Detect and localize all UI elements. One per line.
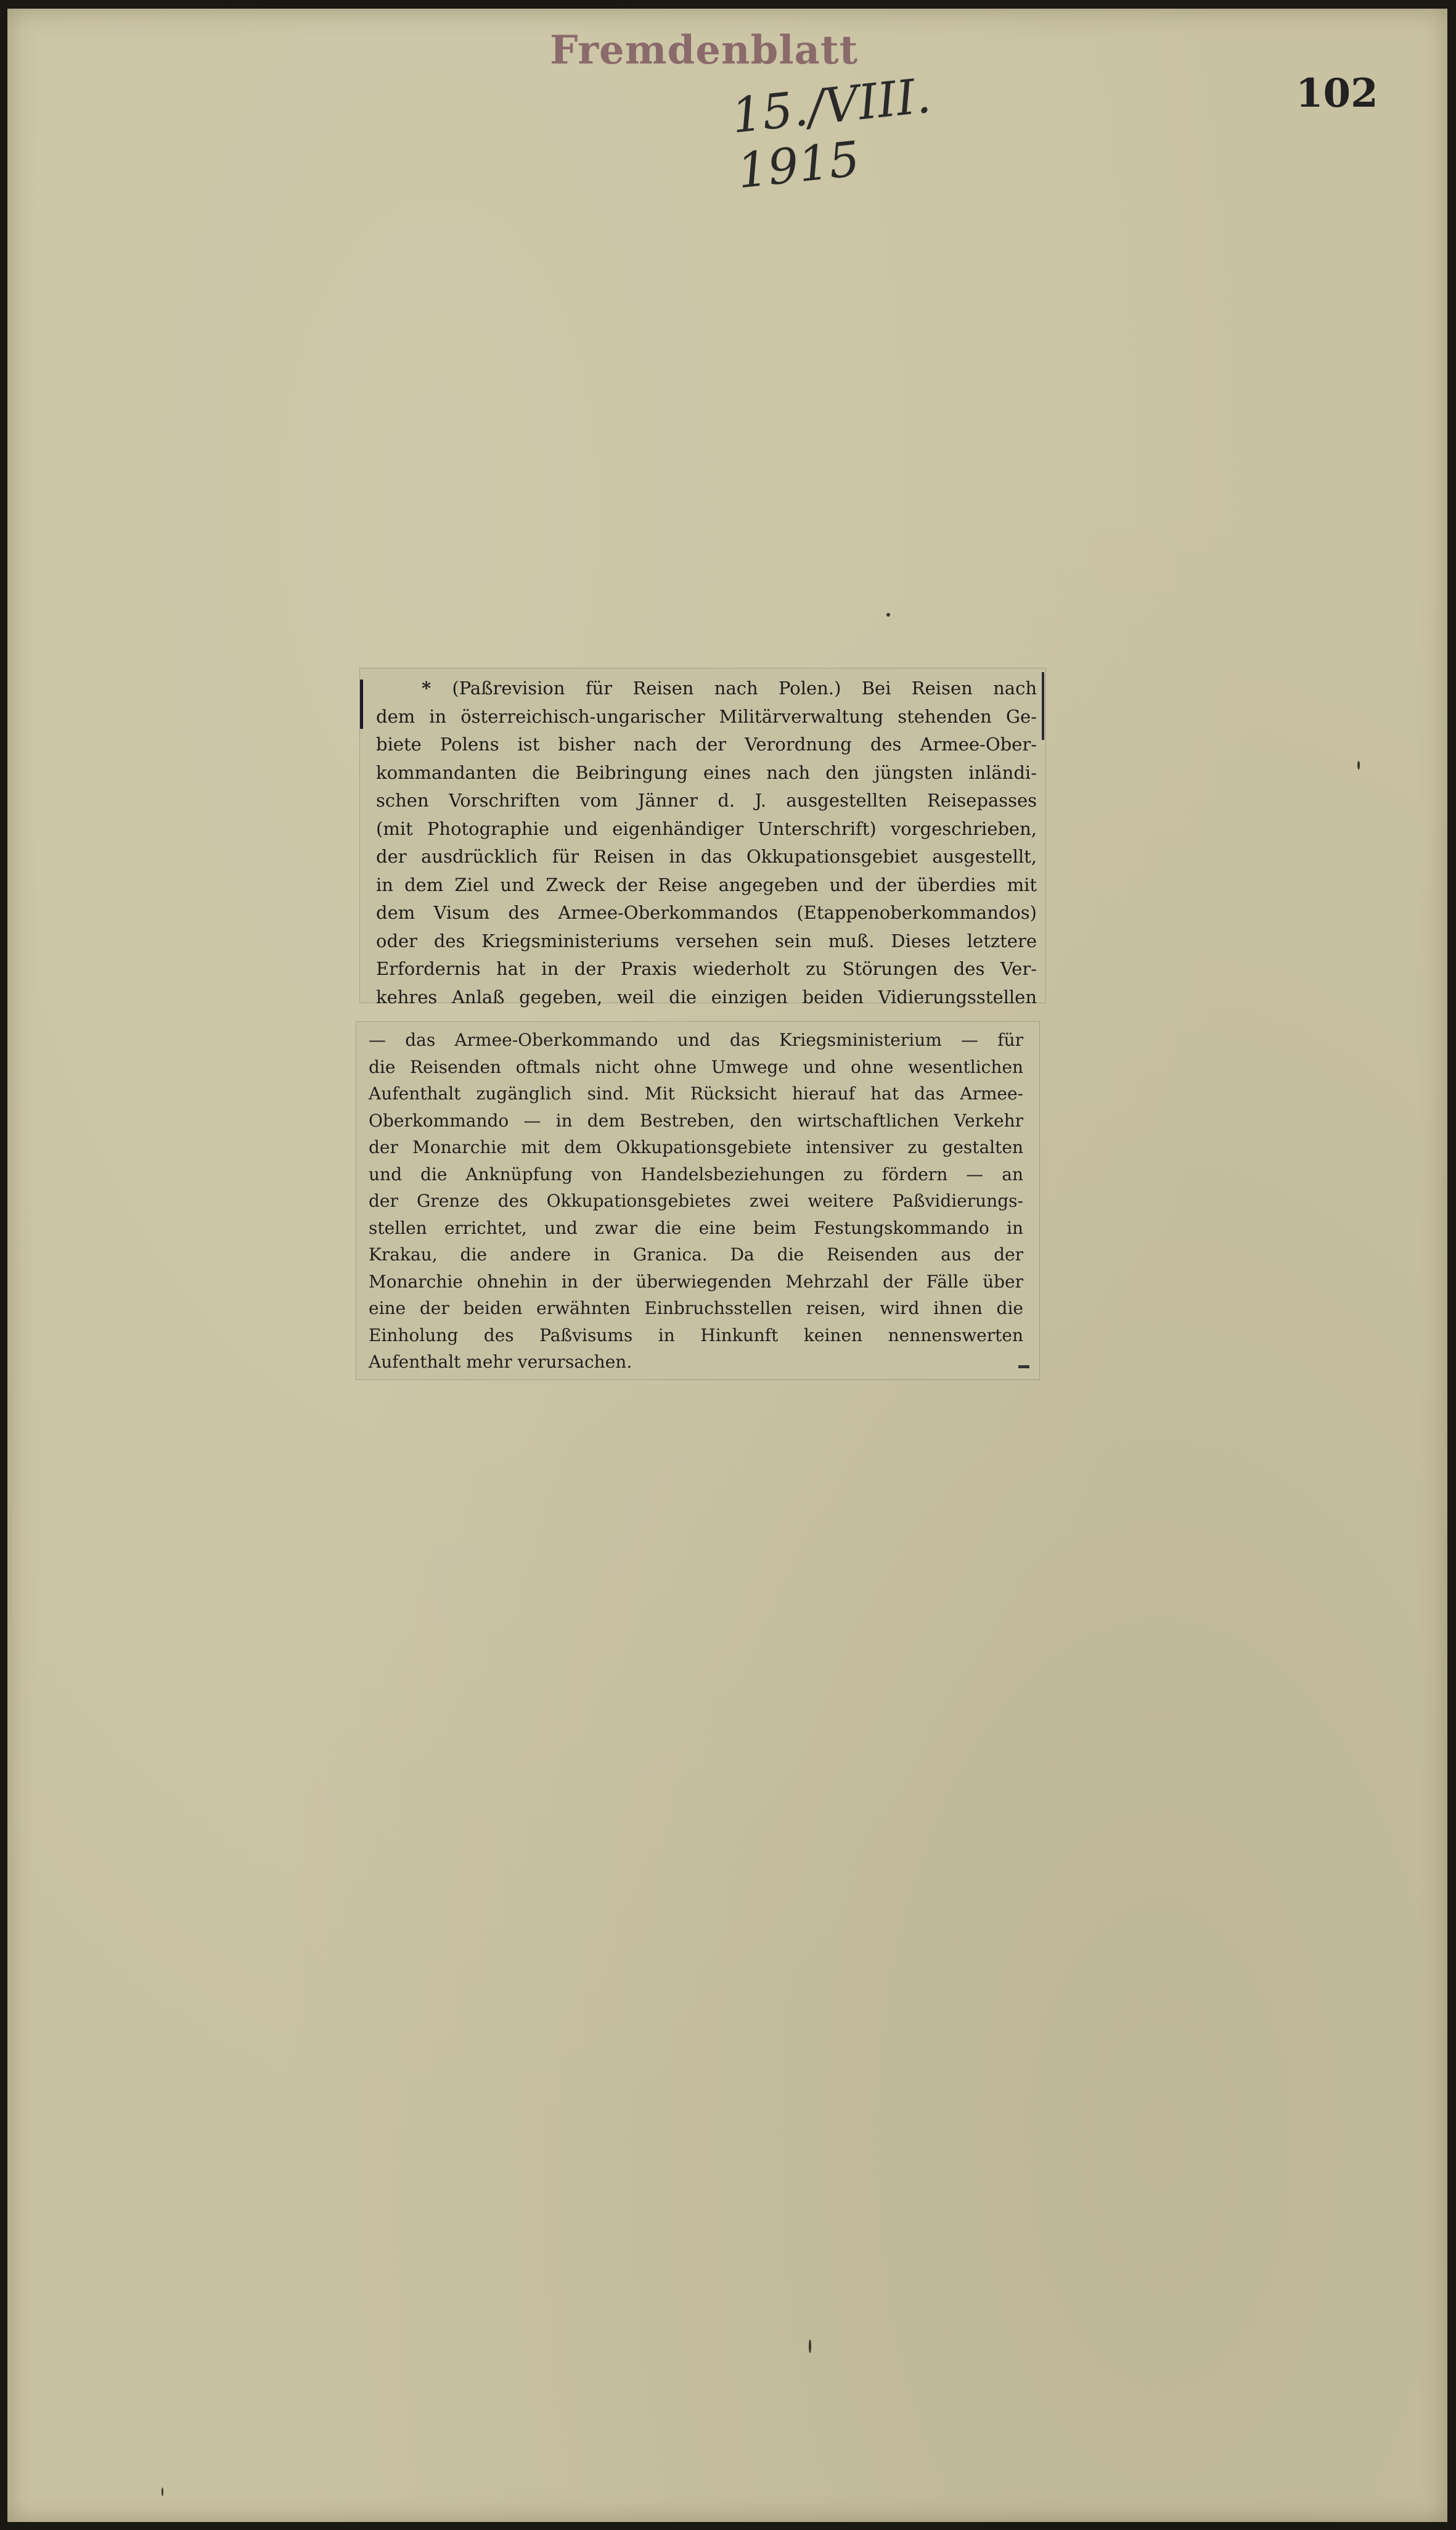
article-line: in dem Ziel und Zweck der Reise angegeben und der überdies mit	[376, 874, 1037, 895]
article-line: oder des Kriegsministeriums versehen sein muß. Dieses letztere	[376, 930, 1037, 951]
article-clipping-part-2	[356, 1022, 1039, 1379]
article-line: dem Visum des Armee-Oberkommandos (Etappenoberkommandos)	[376, 902, 1037, 923]
article-line: Erfordernis hat in der Praxis wiederholt zu Störungen des Ver-	[376, 958, 1037, 979]
handwritten-date: 15./VIII. 1915	[729, 68, 934, 200]
article-clipping-part-1	[360, 668, 1045, 1008]
folio-number: 102	[1296, 70, 1378, 117]
article-line: dem in österreichisch-ungarischer Militärverwaltung stehenden Ge-	[376, 705, 1037, 727]
clipping-edge-mark	[1042, 672, 1044, 740]
clipping-end-mark	[1018, 1365, 1029, 1368]
paper-speck	[1357, 761, 1360, 770]
article-line: Monarchie ohnehin in der überwiegenden Mehrzahl der Fälle über	[369, 1271, 1023, 1292]
article-line: Einholung des Paßvisums in Hinkunft keinen nennenswerten	[369, 1325, 1023, 1345]
article-line: biete Polens ist bisher nach der Verordnung des Armee-Ober-	[376, 734, 1037, 755]
article-line: — das Armee-Oberkommando und das Kriegsministerium — für	[369, 1030, 1023, 1050]
article-line: eine der beiden erwähnten Einbruchsstellen reisen, wird ihnen die	[369, 1298, 1023, 1318]
article-line: schen Vorschriften vom Jänner d. J. ausgestellten Reisepasses	[376, 790, 1037, 811]
article-line: die Reisenden oftmals nicht ohne Umwege und ohne wesentlichen	[369, 1056, 1023, 1077]
paper-speck	[809, 2339, 811, 2353]
article-line: der Monarchie mit dem Okkupationsgebiete intensiver zu gestalten	[369, 1137, 1023, 1157]
article-line: Oberkommando — in dem Bestreben, den wirtschaftlichen Verkehr	[369, 1110, 1023, 1131]
article-line: Aufenthalt mehr verursachen.	[369, 1352, 632, 1372]
article-line: * (Paßrevision für Reisen nach Polen.) Bei Reisen nach	[422, 678, 1037, 699]
article-line: der Grenze des Okkupationsgebietes zwei weitere Paßvidierungs-	[369, 1191, 1023, 1211]
newspaper-stamp: Fremdenblatt	[550, 27, 859, 73]
article-line: stellen errichtet, und zwar die eine beim Festungskommando in	[369, 1217, 1023, 1238]
article-line: kehres Anlaß gegeben, weil die einzigen beiden Vidierungsstellen	[376, 986, 1037, 1008]
clipping-edge-mark	[360, 680, 363, 729]
paper-speck	[162, 2487, 163, 2496]
article-line: der ausdrücklich für Reisen in das Okkupationsgebiet ausgestellt,	[376, 846, 1037, 867]
article-line: Aufenthalt zugänglich sind. Mit Rücksicht hierauf hat das Armee-	[369, 1083, 1023, 1104]
article-line: und die Anknüpfung von Handelsbeziehungen zu fördern — an	[369, 1164, 1023, 1185]
article-line: kommandanten die Beibringung eines nach den jüngsten inländi-	[376, 762, 1037, 783]
paper-speck	[886, 613, 890, 617]
article-line: Krakau, die andere in Granica. Da die Reisenden aus der	[369, 1244, 1023, 1265]
archive-sheet	[7, 9, 1447, 2522]
article-line: (mit Photographie und eigenhändiger Unterschrift) vorgeschrieben,	[376, 818, 1037, 839]
